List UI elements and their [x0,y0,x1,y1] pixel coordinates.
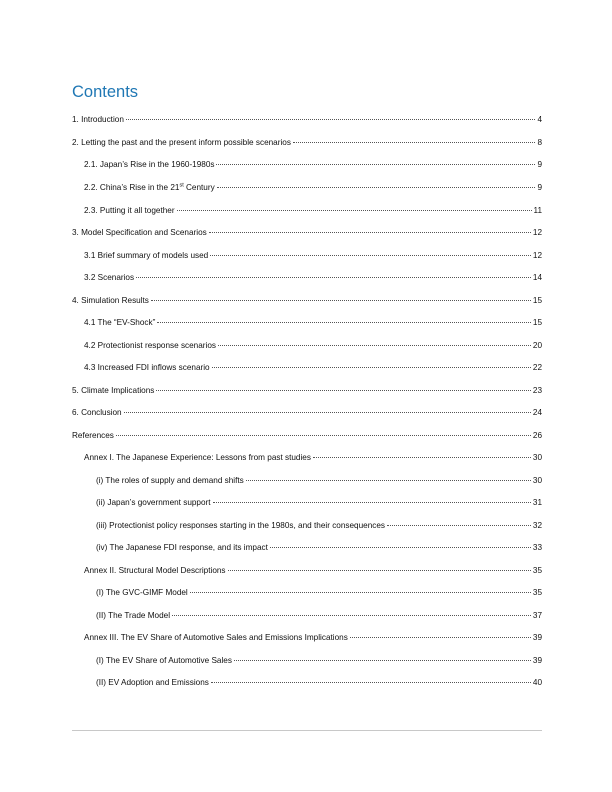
toc-entry-ev-shock[interactable] [84,318,542,328]
toc-entry-page: 24 [532,408,542,417]
toc-entry-label: 3.2 Scenarios [84,273,135,282]
toc-leader [190,592,531,593]
toc-entry-label: 4. Simulation Results [72,296,149,305]
toc-entry-page: 31 [532,498,542,507]
toc-leader [136,277,531,278]
toc-entry-page: 9 [537,160,542,169]
toc-leader [216,164,535,165]
toc-leader [228,570,531,571]
toc-entry-annex-2-i[interactable] [96,588,542,598]
toc-entry-label-sup: st [179,182,184,189]
toc-entry-label: 2.3. Putting it all together [84,206,175,215]
toc-entry-page: 4 [537,115,542,124]
toc-entry-page: 15 [532,296,542,305]
footer-divider [72,730,542,731]
toc-entry-label: 4.3 Increased FDI inflows scenario [84,363,210,372]
toc-entry-references[interactable] [72,431,542,441]
toc-leader [387,525,531,526]
toc-entry-label: Annex II. Structural Model Descriptions [84,566,226,575]
toc-entry-label: (iii) Protectionist policy responses starting in the 1980s, and their consequences [96,521,385,530]
toc-entry-page: 32 [532,521,542,530]
toc-entry-page: 33 [532,543,542,552]
toc-entry-scenarios[interactable] [84,273,542,283]
toc-leader [350,637,531,638]
toc-entry-label: References [72,431,114,440]
toc-leader [211,682,531,683]
toc-entry-page: 12 [532,251,542,260]
toc-entry-climate-implications[interactable] [72,386,542,396]
toc-leader [177,210,532,211]
toc-entry-annex-2[interactable] [84,566,542,576]
toc-leader [212,367,531,368]
toc-entry-label-pre: 2.2. China’s Rise in the 21 [84,183,180,192]
toc-entry-page: 35 [532,588,542,597]
toc-entry-page: 9 [537,183,542,192]
toc-entry-page: 40 [532,678,542,687]
toc-entry-putting-together[interactable] [84,206,542,216]
toc-entry-fdi-inflows[interactable] [84,363,542,373]
toc-entry-japan-rise[interactable] [84,160,542,170]
toc-entry-page: 39 [532,656,542,665]
toc-leader [126,119,536,120]
toc-entry-page: 30 [532,453,542,462]
toc-entry-label: (iv) The Japanese FDI response, and its impact [96,543,268,552]
toc-entry-label: 2.1. Japan’s Rise in the 1960-1980s [84,160,215,169]
toc-entry-annex-1[interactable] [84,453,542,463]
toc-entry-label: 1. Introduction [72,115,124,124]
toc-leader [209,232,531,233]
toc-entry-page: 8 [537,138,542,147]
toc-leader [246,480,531,481]
toc-leader [156,390,531,391]
toc-entry-model-spec[interactable] [72,228,542,238]
toc-leader [157,322,531,323]
toc-title: Contents [72,83,139,101]
toc-entry-label: Annex I. The Japanese Experience: Lessons from past studies [84,453,311,462]
toc-leader [213,502,531,503]
toc-entry-conclusion[interactable] [72,408,542,418]
toc-entry-annex-1-i[interactable] [96,476,542,486]
toc-entry-page: 23 [532,386,542,395]
toc-entry-label: 3.1 Brief summary of models used [84,251,209,260]
toc-leader [234,660,531,661]
toc-entry-page: 30 [532,476,542,485]
toc-entry-label [84,183,216,193]
toc-entry-simulation-results[interactable] [72,296,542,306]
toc-leader [313,457,531,458]
toc-leader [151,300,531,301]
toc-entry-page: 35 [532,566,542,575]
toc-leader [210,255,531,256]
toc-entry-label: 4.1 The “EV-Shock” [84,318,156,327]
toc-entry-scenarios-past-present[interactable] [72,138,542,148]
toc-entry-page: 14 [532,273,542,282]
toc-entry-page: 26 [532,431,542,440]
toc-entry-china-rise[interactable] [84,183,542,193]
toc-entry-label: (I) The EV Share of Automotive Sales [96,656,232,665]
toc-leader [217,187,536,188]
toc-entry-protectionist-response[interactable] [84,341,542,351]
toc-entry-label: 6. Conclusion [72,408,122,417]
toc-leader [116,435,531,436]
toc-entry-label: Annex III. The EV Share of Automotive Sales and Emissions Implications [84,633,348,642]
toc-entry-page: 37 [532,611,542,620]
toc-entry-page: 20 [532,341,542,350]
toc-entry-label: 4.2 Protectionist response scenarios [84,341,216,350]
toc-entry-label: (I) The GVC-GIMF Model [96,588,188,597]
toc-entry-annex-1-ii[interactable] [96,498,542,508]
toc-entry-annex-3-ii[interactable] [96,678,542,688]
toc-entry-annex-3-i[interactable] [96,656,542,666]
toc-entry-annex-1-iv[interactable] [96,543,542,553]
toc-entry-label: 5. Climate Implications [72,386,155,395]
toc-entry-label-post: Century [183,183,215,192]
toc-entry-page: 11 [533,206,542,215]
toc-entry-page: 15 [532,318,542,327]
toc-leader [293,142,536,143]
toc-entry-label: (II) The Trade Model [96,611,171,620]
toc-entry-introduction[interactable] [72,115,542,125]
toc-entry-page: 22 [532,363,542,372]
toc-entry-label: (i) The roles of supply and demand shifts [96,476,244,485]
toc-entry-annex-1-iii[interactable] [96,521,542,531]
toc-entry-annex-2-ii[interactable] [96,611,542,621]
toc-leader [124,412,531,413]
toc-entry-models-summary[interactable] [84,251,542,261]
toc-leader [270,547,531,548]
toc-entry-label: (ii) Japan’s government support [96,498,211,507]
toc-entry-annex-3[interactable] [84,633,542,643]
toc-entry-page: 12 [532,228,542,237]
toc-entry-label: (II) EV Adoption and Emissions [96,678,209,687]
toc-entry-label: 2. Letting the past and the present inform possible scenarios [72,138,291,147]
toc-entry-page: 39 [532,633,542,642]
toc-entry-label: 3. Model Specification and Scenarios [72,228,207,237]
toc-leader [218,345,531,346]
toc-leader [172,615,531,616]
